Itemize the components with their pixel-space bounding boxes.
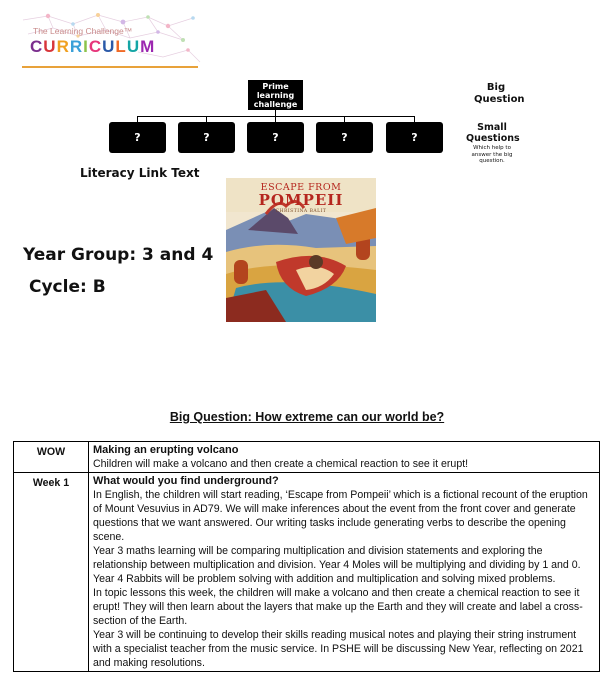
logo-letter: U bbox=[126, 37, 141, 56]
logo-letter: R bbox=[56, 37, 70, 56]
logo-tagline: The Learning Challenge™ bbox=[33, 26, 133, 36]
row-content bbox=[89, 473, 600, 672]
row-paragraph: Year 3 maths learning will be comparing multiplication and division statements and exploring the relationship between multiplication and division. Year 4 Moles will be multiplying and dividing by 1 and 0. Year 4 Rabbits will be problem solving with addition and multiplication and solving mixed problems. bbox=[93, 545, 581, 585]
row-label: Week 1 bbox=[14, 473, 89, 672]
cycle: Cycle: B bbox=[29, 277, 106, 297]
small-question-box: ? bbox=[316, 122, 373, 153]
plan-table bbox=[13, 441, 600, 672]
logo-letter: L bbox=[115, 37, 127, 56]
book-author: CHRISTINA BALIT bbox=[275, 209, 327, 214]
row-paragraph: Year 3 will be continuing to develop their skills reading musical notes and playing their string instrument with a specialist teacher from the music service. In PSHE will be discussing New Year, reflecting on 2021 and making resolutions. bbox=[93, 629, 584, 669]
row-paragraph: In topic lessons this week, the children will make a volcano and then create a chemical reaction to see it erupt! They will then learn about the layers that make up the Earth and they will create and label a cross-section of the Earth. bbox=[93, 587, 583, 627]
small-question-box: ? bbox=[109, 122, 166, 153]
prime-learning-challenge-box bbox=[248, 80, 303, 110]
literacy-link-label: Literacy Link Text bbox=[80, 166, 200, 180]
logo-letter: I bbox=[83, 37, 89, 56]
small-question-box: ? bbox=[178, 122, 235, 153]
row-label: WOW bbox=[14, 442, 89, 473]
small-questions-label: Small Questions bbox=[466, 122, 520, 144]
logo-letter: C bbox=[30, 37, 44, 56]
row-title: What would you find underground? bbox=[93, 475, 279, 487]
big-question-heading: Big Question: How extreme can our world be? bbox=[169, 410, 445, 424]
small-question-box: ? bbox=[386, 122, 443, 153]
small-questions-note: Which help to answer the big question. bbox=[471, 145, 513, 164]
book-cover-image bbox=[226, 178, 376, 322]
big-question-label bbox=[474, 82, 525, 106]
book-title-line2: POMPEII bbox=[258, 191, 344, 209]
small-question-box: ? bbox=[247, 122, 304, 153]
row-paragraph: In English, the children will start reading, ‘Escape from Pompeii’ which is a fictional recount of the eruption of Mount Vesuvius in AD79. We will make inferences about the event from the front cover and generate questions that we want answered. Our writing tasks include generating verbs to describe the opening scene. bbox=[93, 489, 588, 543]
logo-letter: R bbox=[69, 37, 84, 56]
logo-letter: M bbox=[140, 37, 156, 56]
table-row bbox=[14, 442, 600, 473]
logo-letter: C bbox=[88, 37, 103, 56]
big-question-label-text: Big Question bbox=[474, 82, 525, 105]
prime-learning-challenge-label: Prime learning challenge bbox=[253, 81, 298, 109]
logo-underline bbox=[22, 66, 198, 68]
book-title-line1: ESCAPE FROM bbox=[260, 182, 342, 193]
connector-horizontal bbox=[137, 116, 415, 117]
table-row bbox=[14, 473, 600, 672]
row-title: Making an erupting volcano bbox=[93, 444, 239, 456]
row-paragraph: Children will make a volcano and then create a chemical reaction to see it erupt! bbox=[93, 458, 469, 470]
logo-letter: U bbox=[102, 37, 116, 56]
row-content bbox=[89, 442, 600, 473]
year-group: Year Group: 3 and 4 bbox=[23, 245, 214, 265]
logo-wordmark bbox=[30, 37, 155, 57]
logo-letter: U bbox=[43, 37, 57, 56]
